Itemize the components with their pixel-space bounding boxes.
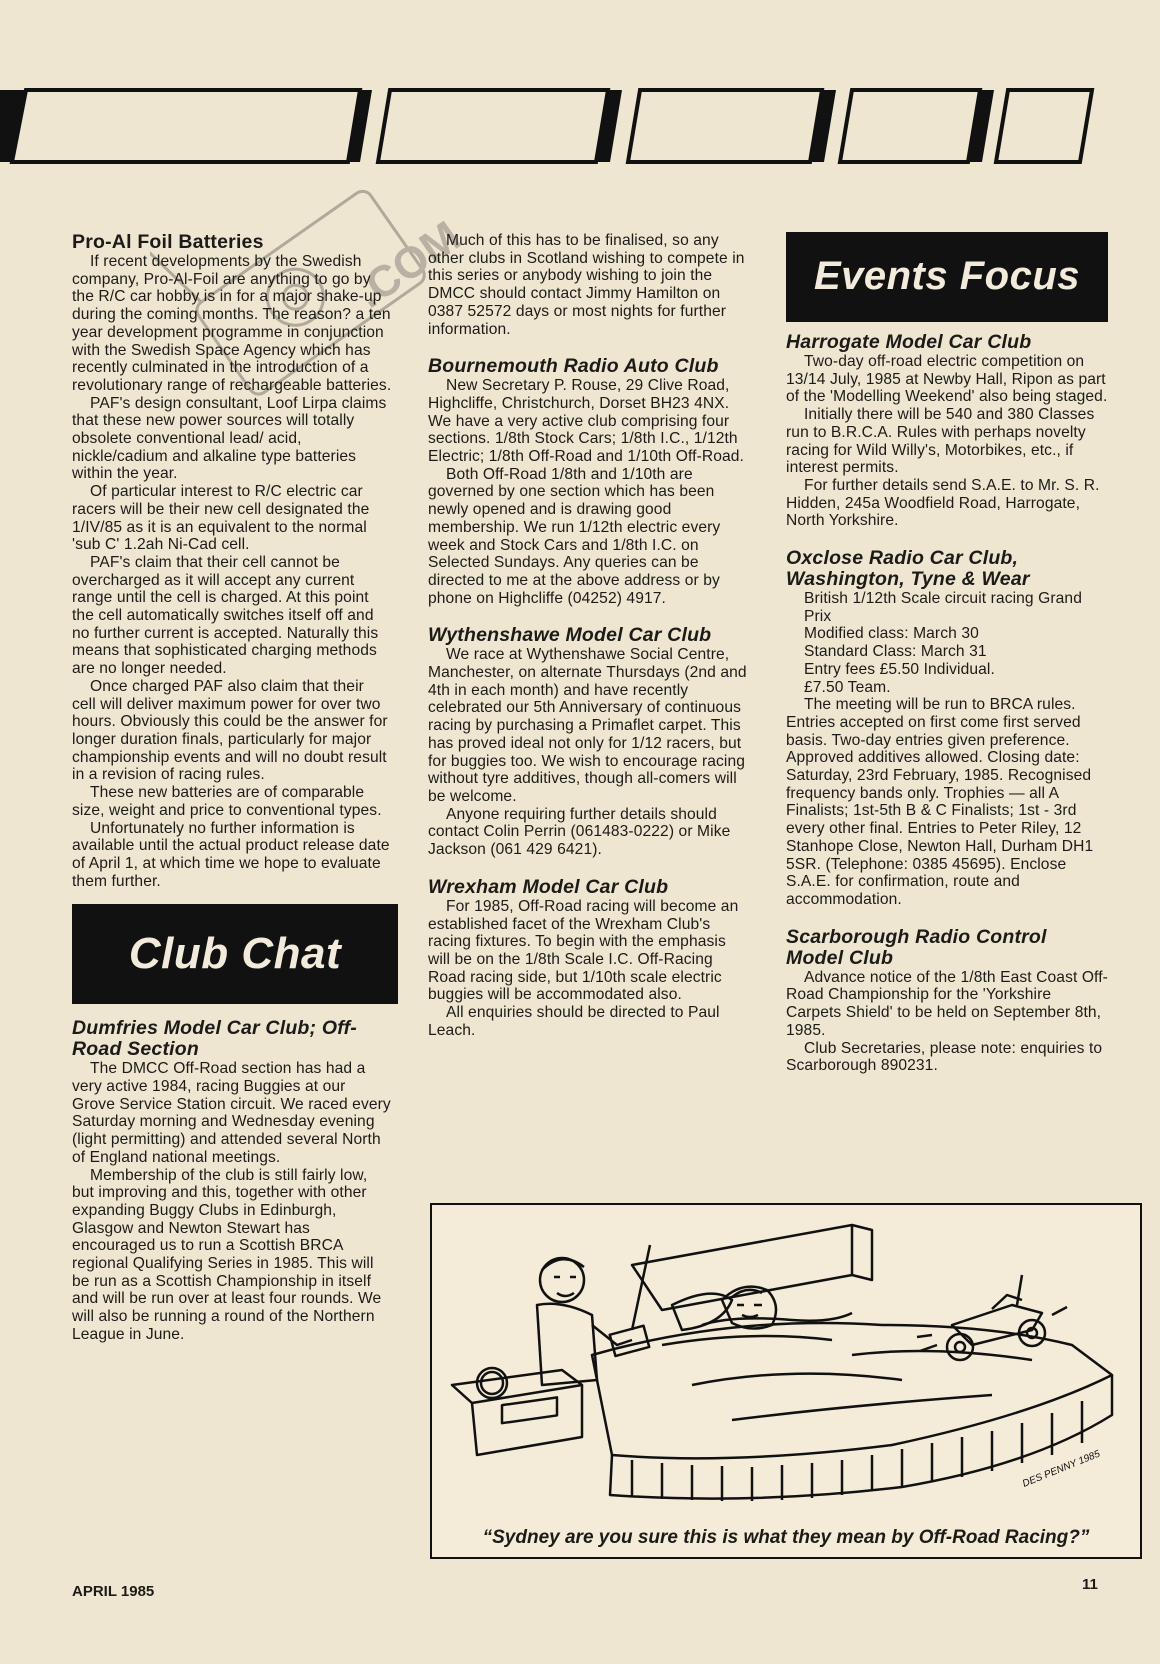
dumfries-continued-paragraph: Much of this has to be finalised, so any other clubs in Scotland wishing to compete in this series or anybody wishing to join the DMCC should contact Jimmy Hamilton on 0387 52572 days or most nights for further information. [428,232,745,338]
harrogate-title: Harrogate Model Car Club [786,331,1032,353]
dumfries-title: Dumfries Model Car Club; Off-Road Section [72,1017,357,1061]
footer-date: APRIL 1985 [72,1583,155,1600]
oxclose-list-item: Modified class: March 30 [804,625,979,643]
oxclose-list-item: Entry fees £5.50 Individual. [804,660,995,678]
events-focus-title: Events Focus [813,254,1081,299]
article-paragraph: If recent developments by the Swedish company, Pro-Al-Foil are anything to go by the R/C car hobby is in for a major shake-up during the coming months. The reason? a ten year development programme in conjunction with the Swedish Space Agency which has recently culminated in the introduction of a revolutionary range of rechargeable batteries. [72,253,392,394]
harrogate-body [786,353,1108,530]
cartoon-panel [430,1203,1142,1559]
left-column [72,232,392,1362]
article-paragraph: PAF's design consultant, Loof Lirpa claims that these new power sources will totally obsolete conventional lead/ acid, nickle/cadium and alkaline type batteries within the year. [72,394,387,483]
oxclose-paragraph: The meeting will be run to BRCA rules. Entries accepted on first come first served basis. Two-day entries given preference. Approved additives allowed. Closing date: Saturday, 23rd February, 1985. Recognised frequency bands only. Trophies — all A Finalists; 1st-5th B & C Finalists; 1st - 3rd every other final. Entries to Peter Riley, 12 Stanhope Close, Newton Hall, Durham DH1 5SR. (Telephone: 0385 45695). Enclose S.A.E. for confirmation, route and accommodation. [786,696,1094,908]
scarborough-paragraph: Advance notice of the 1/8th East Coast Off-Road Championship for the 'Yorkshire Carpets Shield' to be held on September 8th, 1985. [786,968,1108,1039]
cartoon-caption: “Sydney are you sure this is what they mean by Off-Road Racing?” [482,1527,1090,1548]
wrexham-paragraph: For 1985, Off-Road racing will become an established facet of the Wrexham Club's racing fixtures. To begin with the emphasis will be on the 1/8th Scale I.C. Off-Racing Road racing side, but 1/10th scale electric buggies will be accommodated also. [428,897,739,1004]
events-focus-banner [786,232,1108,322]
article-title: Pro-Al Foil Batteries [72,231,264,253]
article-paragraph: Unfortunately no further information is available until the actual product release date of April 1, at which time we hope to evaluate them further. [72,819,390,890]
oxclose-list-item: British 1/12th Scale circuit racing Grand Prix [804,590,1082,625]
oxclose-title: Oxclose Radio Car Club, Washington, Tyne & Wear [786,547,1030,591]
scarborough-title: Scarborough Radio Control Model Club [786,925,1047,969]
bournemouth-paragraph: New Secretary P. Rouse, 29 Clive Road, Highcliffe, Christchurch, Dorset BH23 4NX. We have a very active club comprising four sections. 1/8th Stock Cars; 1/8th I.C., 1/12th Electric; 1/8th Off-Road and 1/10th Off-Road. [428,377,744,466]
cartoon-drawing [432,1205,1138,1505]
oxclose-list-item: £7.50 Team. [804,678,891,696]
middle-column [428,232,752,1057]
wrexham-paragraph: All enquiries should be directed to Paul Leach. [428,1004,720,1039]
harrogate-paragraph: For further details send S.A.E. to Mr. S. R. Hidden, 245a Woodfield Road, Harrogate, North Yorkshire. [786,476,1100,530]
oxclose-list [786,590,1108,696]
bournemouth-title: Bournemouth Radio Auto Club [428,355,719,378]
watermark-text: .COM [346,211,470,318]
article-body [72,253,392,890]
wythenshawe-title: Wythenshawe Model Car Club [428,624,712,647]
wythenshawe-body [428,646,752,858]
article-paragraph: PAF's claim that their cell cannot be overcharged as it will accept any current range until the cell is charged. At this point the cell automatically switches itself off and no further current is accepted. Naturally this means that sophisticated charging methods are no longer needed. [72,553,379,678]
harrogate-paragraph: Two-day off-road electric competition on 13/14 July, 1985 at Newby Hall, Ripon as part of the 'Modelling Weekend' also being staged. [786,353,1108,406]
bournemouth-paragraph: Both Off-Road 1/8th and 1/10th are governed by one section which has been newly opened and is drawing good membership. We run 1/12th electric every week and Stock Cars and 1/8th I.C. on Selected Sundays. Any queries can be directed to me at the above address or by phone on Highcliffe (04252) 4917. [428,465,721,607]
harrogate-paragraph: Initially there will be 540 and 380 Classes run to B.R.C.A. Rules with perhaps novelty racing for Wild Willy's, Motorbikes, etc., if interest permits. [786,406,1095,477]
wrexham-title: Wrexham Model Car Club [428,875,669,898]
scarborough-paragraph: Club Secretaries, please note: enquiries to Scarborough 890231. [786,1039,1103,1075]
dumfries-paragraph: The DMCC Off-Road section has had a very active 1984, racing Buggies at our Grove Service Station circuit. We raced every Saturday morning and Wednesday evening (light permitting) and attended several North of England national meetings. [72,1060,391,1166]
dumfries-paragraph: Membership of the club is still fairly low, but improving and this, together with other expanding Buggy Clubs in Edinburgh, Glasgow and Newton Stewart has encouraged us to run a Scottish BRCA regional Qualifying Series in 1985. This will be run as a Scottish Championship in itself and will be run over at least four rounds. We will also be running a round of the Northern League in June. [72,1166,382,1343]
article-paragraph: Once charged PAF also claim that their cell will deliver maximum power for over two hours. Obviously this could be the answer for longer duration finals, particularly for major championship events and will no doubt result in a revision of racing rules. [72,677,388,784]
article-paragraph: These new batteries are of comparable size, weight and price to conventional types. [72,784,382,819]
wythenshawe-paragraph: We race at Wythenshawe Social Centre, Manchester, on alternate Thursdays (2nd and 4th in each month) and have recently celebrated our 5th Anniversary of continuous racing by purchasing a Primaflet carpet. This has proved ideal not only for 1/12 racers, but for buggies too. We wish to encourage racing without tyre additives, though all-comers will be welcome. [428,646,747,805]
wrexham-body [428,898,752,1040]
cartoon-signature: DES PENNY 1985 [1021,1448,1102,1490]
footer-page-number: 11 [1082,1576,1098,1593]
scarborough-body [786,969,1108,1075]
bournemouth-body [428,377,752,607]
right-column [786,232,1108,1093]
dumfries-body [72,1060,392,1343]
club-chat-banner [72,904,398,1004]
club-chat-title: Club Chat [128,929,342,979]
oxclose-list-item: Standard Class: March 31 [804,643,987,661]
wythenshawe-paragraph: Anyone requiring further details should contact Colin Perrin (061483-0222) or Mike Jackson (061 429 6421). [428,805,731,859]
article-paragraph: Of particular interest to R/C electric car racers will be their new cell designated the 1/IV/85 as it is an equivalent to the normal 'sub C' 1.2ah Ni-Cad cell. [72,483,370,554]
